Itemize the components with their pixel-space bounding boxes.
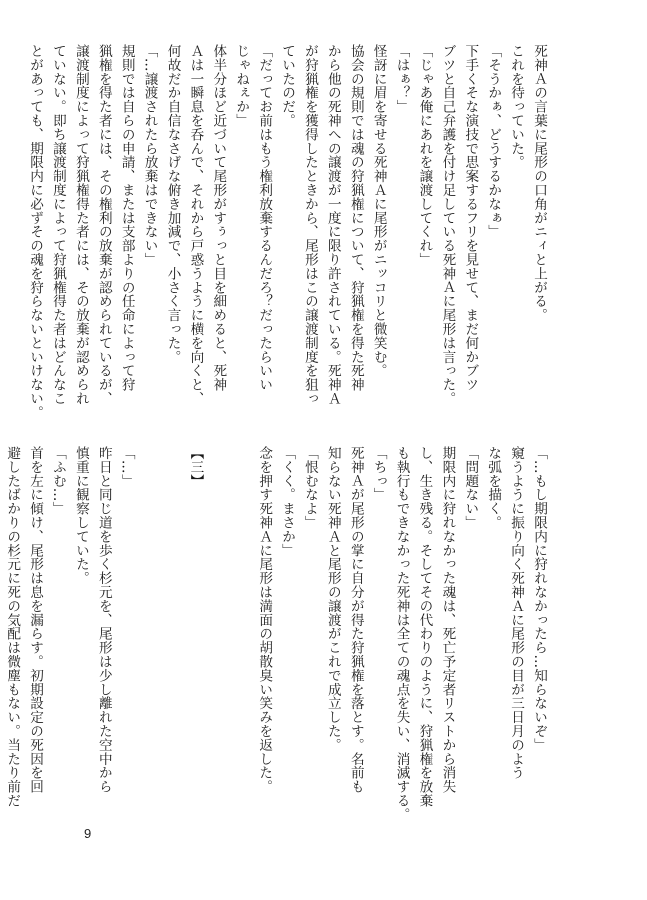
text-line: 何故だか自信なさげな俯き加減で、小さく言った。 [164,44,181,364]
text-block-upper [27,44,550,439]
text-line: 死神Ａの言葉に尾形の口角がニィと上がる。 [531,44,547,322]
text-line: な弧を描く。 [485,446,502,530]
text-line: ブツと自己弁護を付け足している死神Ａに尾形は言った。 [439,44,456,406]
text-line: 知らない死神Ａと尾形の譲渡がこれで成立した。 [324,446,341,752]
text-line: じゃねぇか」 [233,44,250,128]
text-line: から他の死神への譲渡が一度に限り許されている。死神Ａ [324,44,341,406]
text-line [138,446,161,831]
text-line: 避したばかりの杉元に死の気配は微塵もない。当たり前だ [4,446,21,808]
page-number: 9 [84,826,92,841]
text-line: 【三】 [187,446,204,488]
text-line: も執行もできなかった死神は全ての魂点を失い、消滅する。 [393,446,410,822]
text-line: 期限内に狩れなかった魂は、死亡予定者リストから消失 [439,446,456,794]
text-line: 「はぁ？」 [393,44,410,114]
text-line: 体半分ほど近づいて尾形がすぅっと目を細めると、死神 [210,44,227,392]
text-line [206,446,229,831]
text-line: 昨日と同じ道を歩く杉元を、尾形は少し離れた空中から [95,446,112,794]
text-block-lower [4,446,550,831]
text-line: 「ふむ…」 [49,446,66,516]
text-line: 規則では自らの申請、または支部よりの任命によって狩 [118,44,135,392]
text-line: 死神Ａが尾形の掌に自分が得た狩猟権を落とす。名前も [347,446,364,794]
text-line: 協会の規則では魂の狩猟権について、狩猟権を得た死神 [347,44,364,392]
text-line: 「ちっ」 [370,446,387,502]
text-line: 首を左に傾け、尾形は息を漏らす。初期設定の死因を回 [27,446,44,794]
text-line: 怪訝に眉を寄せる死神Ａに尾形がニッコリと微笑む。 [370,44,387,378]
text-line [229,446,252,831]
text-line: 「くく。まさか」 [279,446,296,558]
text-line: とがあっても、期限内に必ずその魂を狩らないといけない。 [27,44,44,420]
text-line: ていない。即ち譲渡制度によって狩猟権得た者はどんなこ [49,44,66,406]
text-line: これを待っていた。 [508,44,525,170]
text-line: 念を押す死神Ａに尾形は満面の胡散臭い笑みを返した。 [256,446,273,794]
text-line: 「問題ない」 [462,446,479,530]
text-line: が狩猟権を獲得したときから、尾形はこの譲渡制度を狙っ [301,44,318,406]
text-line [161,446,184,831]
text-line: 「そうかぁ、どうするかなぁ」 [485,44,502,239]
text-line: 「…譲渡されたら放棄はできない」 [141,44,158,267]
text-line: 慎重に観察していた。 [72,446,89,585]
text-line: 「だってお前はもう権利放棄するんだろ？だったらいい [256,44,273,392]
text-line: Ａは一瞬息を呑んで、それから戸惑うように横を向くと、 [187,44,204,406]
text-line: 下手くそな演技で思案するフリを見せて、まだ何かブツ [462,44,479,392]
text-line: 「恨むなよ」 [301,446,318,530]
text-line: 窺うように振り向く死神Ａに尾形の目が三日月のよう [508,446,525,780]
text-line: 「…」 [118,446,135,488]
text-line: 猟権を得た者には、その権利の放棄が認められているが、 [95,44,112,406]
text-line: 譲渡制度によって狩猟権得た者には、その放棄が認められ [72,44,89,406]
text-line: ていたのだ。 [279,44,296,128]
text-line: 「…もし期限内に狩れなかったら…知らないぞ」 [531,446,547,752]
text-line: し、生き残る。そしてその代わりのように、狩猟権を放棄 [416,446,433,808]
text-line: 「じゃあ俺にあれを譲渡してくれ」 [416,44,433,267]
